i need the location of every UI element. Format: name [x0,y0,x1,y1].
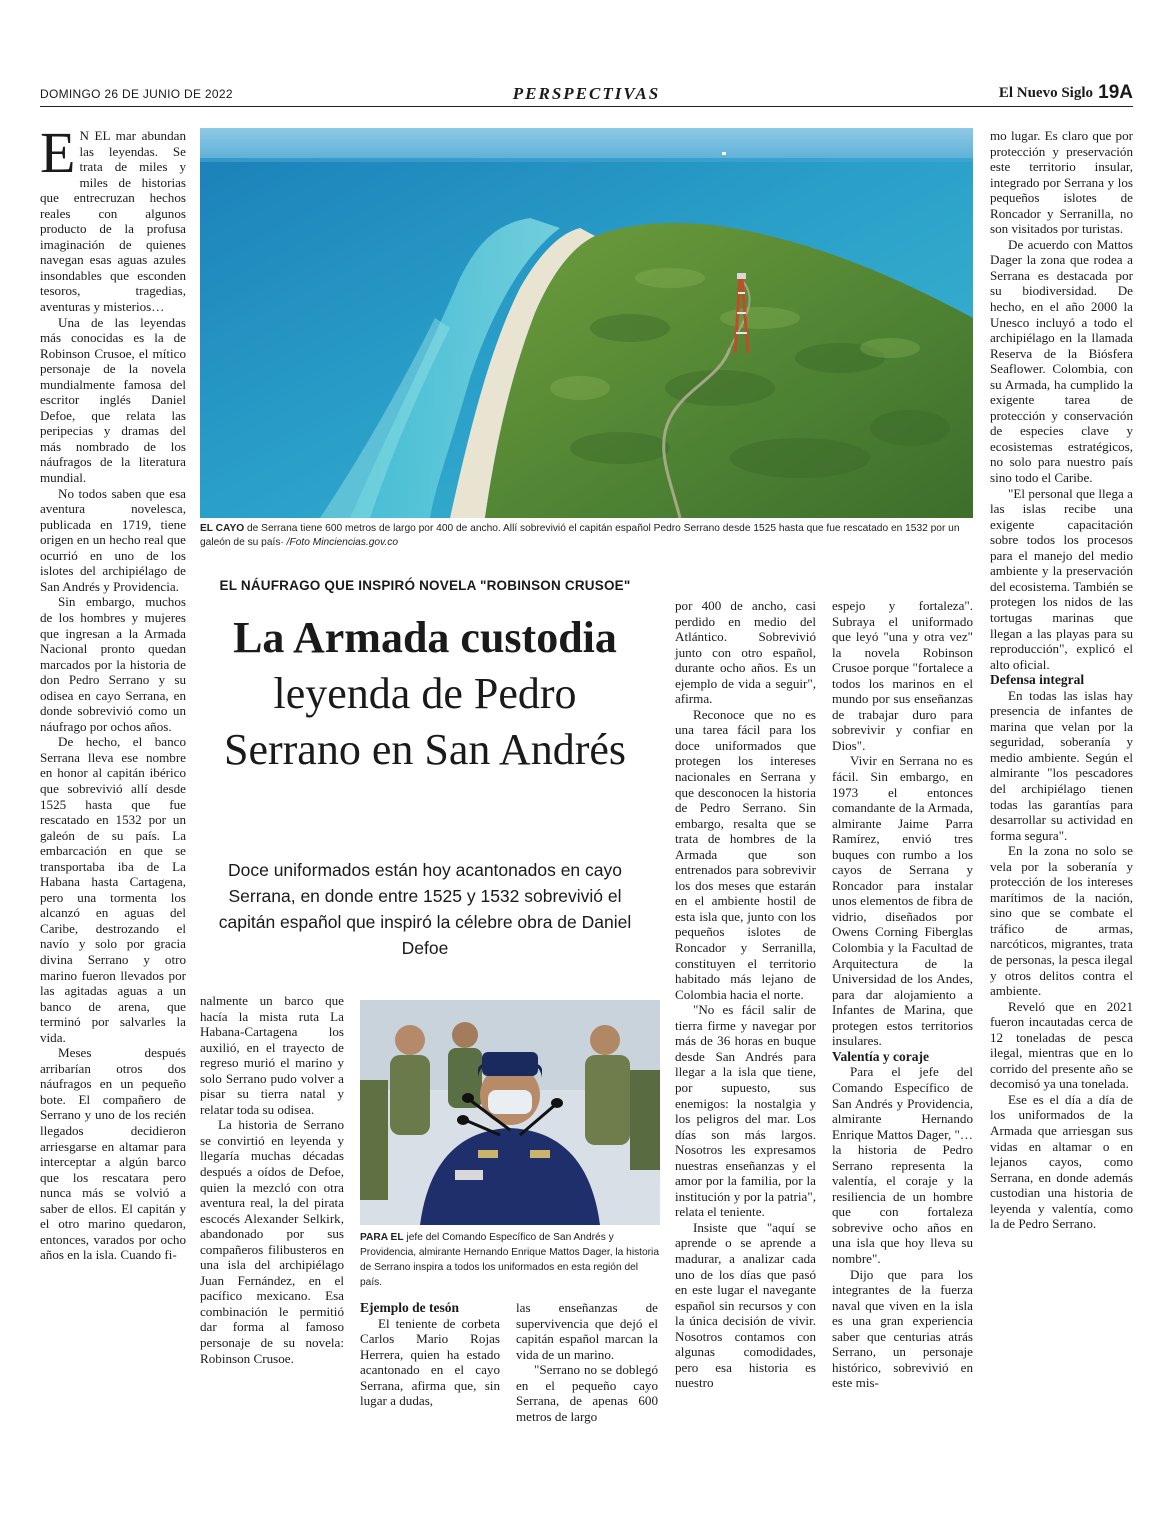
article-column-1 [40,120,186,1263]
paragraph: Insiste que "aquí se aprende o se aprende a madurar, a analizar cada uno de los días que pasó en este lugar el navegante español sin recursos y con la única decisión de vivir. Nosotros contamos con algunas comodidades, pero esa historia es nuestro [675,1219,816,1391]
photo-credit: /Foto Minciencias.gov.co [286,537,399,548]
article-deck: Doce uniformados están hoy acantonados en cayo Serrana, en donde entre 1525 y 1532 sobrevivió el capitán español que inspiró la célebre obra de Daniel Defoe [218,860,632,958]
paragraph: En la zona no solo se vela por la soberanía y protección de los intereses marítimos de la nación, sino que se combate el tráfico de armas, narcóticos, migrantes, trata de personas, la pesca ilegal y otros delitos contra el ambiente. [990,843,1133,999]
paragraph: Una de las leyendas más conocidas es la de Robinson Crusoe, el mítico personaje de la novela mundialmente famosa del escritor inglés Daniel Defoe, que relata las peripecias y dramas del más nombrado de los náufragos de la literatura mundial. [40,314,186,486]
headline-bold: La Armada custodia [233,613,617,662]
paragraph: las enseñanzas de supervivencia que dejó el capitán español marcan la vida de un marino. [516,1300,658,1362]
article-kicker: EL NÁUFRAGO QUE INSPIRÓ NOVELA "ROBINSON CRUSOE" [219,578,631,593]
issue-date: DOMINGO 26 DE JUNIO DE 2022 [40,87,233,101]
paragraph: Meses después arribarían otros dos náufragos en un pequeño bote. El compañero de Serrano y uno de los recién llegados decidieron arriesgarse en altamar para interceptar a algún barco que los rescatara pero nunca más se volvió a saber de ellos. El capitán y el otro marino quedaron, entonces, varados por ocho años en la isla. Cuando fi- [40,1045,186,1263]
paragraph: Vivir en Serrana no es fácil. Sin embargo, en 1973 el entonces comandante de la Armada, almirante Jaime Parra Ramírez, envió tres buques con rumbo a los cayos de Serrana y Roncador para instalar unos elementos de fibra de vidrio, diseñados por Owens Corning Fiberglas Colombia y la Facultad de Arquitectura de la Universidad de los Andes, para dar alojamiento a Infantes de Marina, que protegen estos territorios insulares. [832,753,973,1049]
paragraph: por 400 de ancho, casi perdido en medio del Atlántico. Sobrevivió junto con otro español, durante ocho años. Es un ejemplo de vida a seguir", afirma. [675,598,816,707]
paragraph: Para el jefe del Comando Específico de San Andrés y Providencia, almirante Hernando Enrique Mattos Dager, "… la historia de Pedro Serrano representa la valentía, el coraje y la resiliencia de un hombre que con fortaleza sobrevive ocho años en una isla que hoy lleva su nombre". [832,1064,973,1266]
paragraph: Ese es el día a día de los uniformados de la Armada que arriesgan sus vidas en altamar o en lejanos cayos, como Serrana, en donde además custodian una historia de leyenda y valentía, como la de Pedro Serrano. [990,1091,1133,1232]
section-name: PERSPECTIVAS [512,84,661,103]
admiral-photo [360,1000,660,1225]
article-column-2 [200,993,344,1366]
paragraph: Reconoce que no es una tarea fácil para los doce uniformados que protegen los intereses nacionales en Serrana y que desconocen la historia de Pedro Serrano. Sin embargo, resalta que se trata de hombres de la Armada que son entrenados para sobrevivir los dos meses que estarán en el ambiente hostil de esta isla que, junto con los pequeños islotes de Roncador y Serranilla, constituyen el territorio habitado más lejano de Colombia hacia el norte. [675,706,816,1002]
caption-text: jefe del Comando Específico de San Andrés y Providencia, almirante Hernando Enrique Mattos Dager, la historia de Serrano inspira a todos los uniformados en esta región del país. [360,1232,659,1288]
drop-cap: E [40,120,76,185]
article-headline [200,610,650,778]
caption-lead: PARA EL [360,1232,404,1243]
newspaper-brand: El Nuevo Siglo [998,85,1093,101]
main-photo-caption [200,522,973,550]
paragraph: La historia de Serrano se convirtió en leyenda y llegaría muchas décadas después a oídos de Defoe, quien la mezcló con otra aventura real, la del pirata escocés Alexander Selkirk, abandonado por sus compañeros filibusteros en una isla del archipiélago Juan Fernández, en el pacífico mexicano. Esa combinación le permitió dar forma al famoso personaje de su novela: Robinson Crusoe. [200,1117,344,1366]
headline-rest: leyenda de Pedro Serrano en San Andrés [223,669,626,774]
article-column-4 [516,1300,658,1424]
subheading: Valentía y coraje [832,1048,929,1064]
paragraph: De acuerdo con Mattos Dager la zona que rodea a Serrana es destacada por su biodiversidad. De hecho, en el año 2000 la Unesco incluyó a todo el archipiélago en la llamada Reserva de la Biósfera Seaflower. Colombia, con su Armada, ha cumplido la exigente tarea de protección y conservación de especies clave y ecosistemas estratégicos, no solo para nuestro país sino todo el Caribe. [990,236,1133,486]
page-number: 19A [1098,82,1133,103]
paragraph: "No es fácil salir de tierra firme y navegar por más de 36 horas en buque desde San Andrés para llegar a la isla que tiene, por supuesto, sus enemigos: la nostalgia y los peligros del mar. Los días son más largos. Nosotros les expresamos nuestras enseñanzas y el amor por la familia, por la institución y por la patria", relata el teniente. [675,1002,816,1220]
paragraph: Dijo que para los integrantes de la fuerza naval que viven en la isla es una gran experiencia saber que centurias atrás Serrano, un personaje histórico, sobrevivió en este mis- [832,1266,973,1391]
paragraph: Sin embargo, muchos de los hombres y mujeres que ingresan a la Armada Nacional pronto quedan marcados por la historia de don Pedro Serrano y su odisea en cayo Serrana, en donde sobrevivió como un náufrago por ochos años. [40,594,186,734]
article-column-7 [990,128,1133,1232]
article-column-5 [675,598,816,1391]
admiral-photo-caption [360,1230,660,1290]
paragraph: espejo y fortaleza". Subraya el uniformado que leyó "una y otra vez" la novela Robinson Crusoe porque "fortalece a todos los marinos en el mundo por sus enseñanzas de trabajar duro para sobrevivir y confiar en Dios". [832,598,973,753]
article-column-6 [832,598,973,1391]
paragraph: N EL mar abundan las leyendas. Se trata de miles y miles de historias que entrecruzan hechos reales con algunos producto de la profusa imaginación de quienes navegan esas aguas azules insondables que esconden tesoros, tragedias, aventuras y misterios… [40,128,186,315]
paragraph: "El personal que llega a las islas recibe una exigente capacitación sobre todos los procesos para el manejo del medio ambiente y la preservación del ecosistema. También se protegen los nidos de las tortugas marinas que llegan a las playas para su reproducción", explicó el alto oficial. [990,485,1133,672]
paragraph: mo lugar. Es claro que por protección y preservación este territorio insular, integrado por Serrana y los pequeños islotes de Roncador y Serranilla, no son visitados por turistas. [990,128,1133,237]
page-header [40,84,1133,107]
caption-text: de Serrana tiene 600 metros de largo por 400 de ancho. Allí sobrevivió el capitán español Pedro Serrano desde 1525 hasta que fue rescatado en 1532 por un galeón de su país· [200,523,960,548]
main-photo-island-aerial [200,128,973,518]
paragraph: No todos saben que esa aventura novelesca, publicada en 1719, tiene origen en un hecho real que ocurrió en uno de los islotes del archipiélago de San Andrés y Providencia. [40,485,186,594]
paragraph: El teniente de corbeta Carlos Mario Rojas Herrera, quien ha estado acantonado en el cayo Serrana, afirma que, sin lugar a dudas, [360,1315,500,1409]
article-column-3 [360,1300,500,1409]
caption-lead: EL CAYO [200,523,245,534]
paragraph: "Serrano no se doblegó en el pequeño cayo Serrana, de apenas 600 metros de largo [516,1362,658,1424]
subheading: Defensa integral [990,672,1085,688]
paragraph: Reveló que en 2021 fueron incautadas cerca de 12 toneladas de pesca ilegal, mientras que en lo corrido del presente año se decomisó ya una tonelada. [990,998,1133,1092]
paragraph: nalmente un barco que hacía la mista ruta La Habana-Cartagena los auxilió, en el trayecto de regreso murió el marino y solo Serrano pudo volver a pisar su tierra natal y relatar toda su odisea. [200,993,344,1117]
paragraph: En todas las islas hay presencia de infantes de marina que velan por la seguridad, soberanía y medio ambiente. Según el almirante "los pescadores del archipiélago tienen todas las garantías para desarrollar su actividad en forma segura". [990,687,1133,843]
subheading: Ejemplo de tesón [360,1300,459,1315]
paragraph: De hecho, el banco Serrana lleva ese nombre en honor al capitán ibérico que sobrevivió allí desde 1525 hasta que fue rescatado en 1532 por un galeón de su país. La embarcación en que se transportaba iba de La Habana hasta Cartagena, pero una tormenta los alcanzó en aguas del Caribe, destrozando el navío y solo por gracia divina Serrano y otro marino fueron llevados por las agitadas aguas a un banco de arena, que terminó por salvarles la vida. [40,734,186,1045]
